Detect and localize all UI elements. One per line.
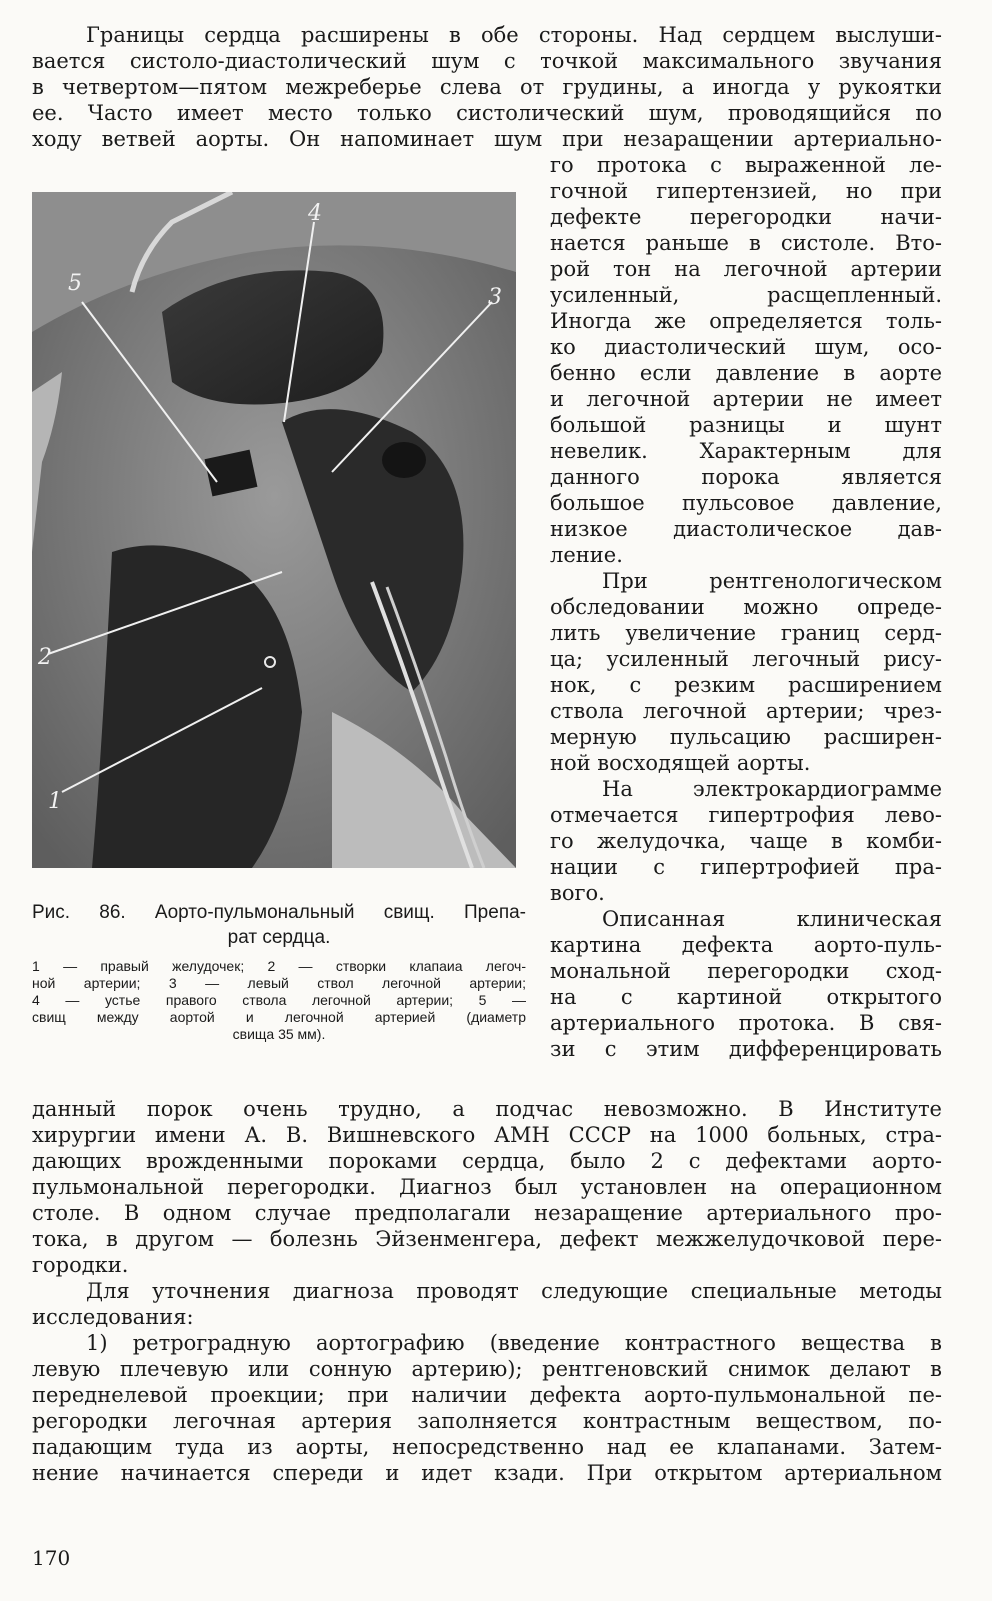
text-line: нации с гипертрофией пра-	[550, 855, 942, 879]
text-line: ление.	[550, 543, 623, 567]
figure-label-4: 4	[308, 201, 322, 226]
text-line: вого.	[550, 881, 605, 905]
text-line: нение начинается спереди и идет кзади. При открытом артериальном	[32, 1461, 942, 1485]
text-line: дающих врожденными пороками сердца, было 2 с дефектами аорто-	[32, 1149, 942, 1173]
text-line: столе. В одном случае предполагали незаращение артериального про-	[32, 1201, 942, 1225]
text-line: Границы сердца расширены в обе стороны. Над сердцем выслуши-	[86, 23, 942, 47]
caption-title-line: рат сердца.	[227, 927, 331, 948]
figure-label-2: 2	[38, 645, 52, 670]
text-line: артериального протока. В свя-	[550, 1011, 942, 1035]
text-line: картина дефекта аорто-пуль-	[550, 933, 942, 957]
top-paragraph	[32, 22, 942, 152]
text-line: На электрокардиограмме	[602, 777, 942, 801]
text-line: гочной гипертензией, но при	[550, 179, 942, 203]
text-line: низкое диастолическое дав-	[550, 517, 942, 541]
text-line: Для уточнения диагноза проводят следующие специальные методы	[86, 1279, 942, 1303]
caption-legend	[32, 958, 526, 1043]
vessel-orifice	[382, 442, 426, 478]
figure-label-1: 1	[48, 789, 62, 814]
text-line: лить увеличение границ серд-	[550, 621, 942, 645]
right-column-text	[550, 152, 942, 1062]
text-line: данный порок очень трудно, а подчас невозможно. В Институте	[32, 1097, 942, 1121]
bottom-text	[32, 1096, 942, 1486]
text-line: и легочной артерии не имеет	[550, 387, 942, 411]
text-line: большое пульсовое давление,	[550, 491, 942, 515]
caption-line: свищ между аортой и легочной артерией (диаметр	[32, 1009, 526, 1025]
text-line: левую плечевую или сонную артерию); рентгеновский снимок делают в	[32, 1357, 942, 1381]
text-line: большой разницы и шунт	[550, 413, 942, 437]
text-line: дефекте перегородки начи-	[550, 205, 942, 229]
figure-caption	[32, 900, 526, 1043]
caption-line: 4 — устье правого ствола легочной артерии; 5 —	[32, 992, 526, 1008]
text-line: регородки легочная артерия заполняется контрастным веществом, по-	[32, 1409, 942, 1433]
caption-title	[32, 900, 526, 950]
text-line: отмечается гипертрофия лево-	[550, 803, 942, 827]
heart-specimen-photo	[32, 192, 516, 868]
text-line: падающим туда из аорты, непосредственно над ее клапанами. Затем-	[32, 1435, 942, 1459]
text-line: ходу ветвей аорты. Он напоминает шум при незаращении артериально-	[32, 127, 942, 151]
caption-line: ной артерии; 3 — левый ствол легочной артерии;	[32, 975, 526, 991]
figure-label-3: 3	[488, 285, 502, 310]
specimen-image	[32, 192, 516, 868]
text-line: исследования:	[32, 1305, 194, 1329]
text-line: мерную пульсацию расширен-	[550, 725, 942, 749]
text-line: усиленный, расщепленный.	[550, 283, 942, 307]
text-line: ствола легочной артерии; чрез-	[550, 699, 942, 723]
text-line: ко диастолический шум, осо-	[550, 335, 942, 359]
text-line: городки.	[32, 1253, 129, 1277]
text-line: ной восходящей аорты.	[550, 751, 811, 775]
text-line: в четвертом—пятом межреберье слева от грудины, а иногда у рукоятки	[32, 75, 942, 99]
text-line: переднелевой проекции; при наличии дефекта аорто-пульмональной пе-	[32, 1383, 942, 1407]
text-line: При рентгенологическом	[602, 569, 942, 593]
text-line: хирургии имени А. В. Вишневского АМН СССР на 1000 больных, стра-	[32, 1123, 942, 1147]
caption-line: свища 35 мм).	[232, 1026, 326, 1042]
text-line: мональной перегородки сход-	[550, 959, 942, 983]
text-line: пульмональной перегородки. Диагноз был установлен на операционном	[32, 1175, 942, 1199]
text-line: ее. Часто имеет место только систолический шум, проводящийся по	[32, 101, 942, 125]
text-line: данного порока является	[550, 465, 942, 489]
text-line: бенно если давление в аорте	[550, 361, 942, 385]
text-line: вается систоло-диастолический шум с точкой максимального звучания	[32, 49, 942, 73]
page-number: 170	[32, 1546, 71, 1570]
caption-line: 1 — правый желудочек; 2 — створки клапаиа легоч-	[32, 958, 526, 974]
text-line: ца; усиленный легочный рису-	[550, 647, 942, 671]
text-line: зи с этим дифференцировать	[550, 1037, 942, 1061]
text-line: невелик. Характерным для	[550, 439, 942, 463]
text-line: на с картиной открытого	[550, 985, 942, 1009]
text-line: го желудочка, чаще в комби-	[550, 829, 942, 853]
text-line: Иногда же определяется толь-	[550, 309, 942, 333]
text-line: тока, в другом — болезнь Эйзенменгера, дефект межжелудочковой пере-	[32, 1227, 942, 1251]
figure-label-5: 5	[68, 271, 82, 296]
text-line: рой тон на легочной артерии	[550, 257, 942, 281]
text-line: го протока с выраженной ле-	[550, 153, 942, 177]
text-line: 1) ретроградную аортографию (введение контрастного вещества в	[86, 1331, 942, 1355]
text-line: обследовании можно опреде-	[550, 595, 942, 619]
text-line: Описанная клиническая	[602, 907, 942, 931]
caption-title-line: Рис. 86. Аорто-пульмональный свищ. Препа-	[32, 902, 526, 923]
text-line: нается раньше в систоле. Вто-	[550, 231, 942, 255]
text-line: нок, с резким расширением	[550, 673, 942, 697]
